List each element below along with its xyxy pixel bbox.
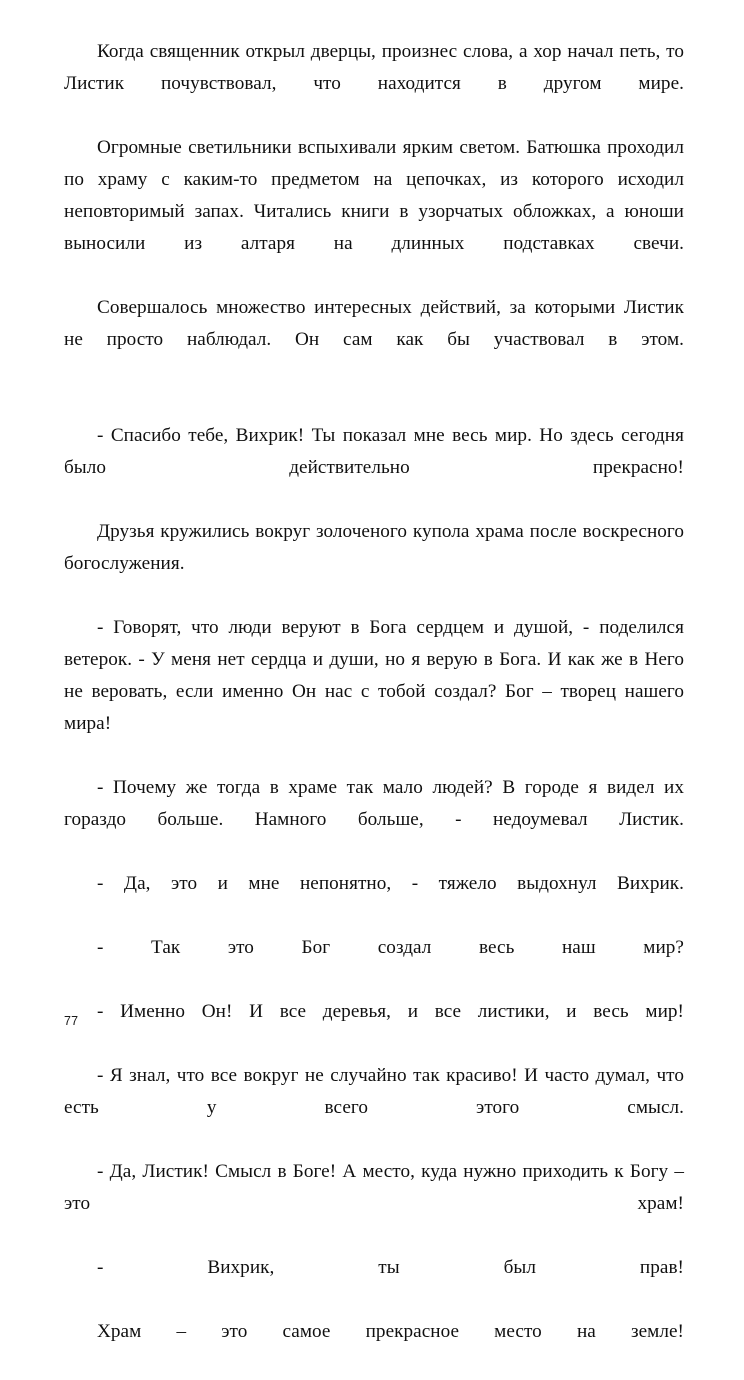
- page-number: 77: [64, 1014, 79, 1028]
- paragraph: Совершалось множество интересных действий, за которыми Листик не просто наблюдал. Он сам как бы участвовал в этом.: [64, 297, 684, 350]
- body-text: [64, 36, 684, 1380]
- paragraph: Храм – это самое прекрасное место на земле!: [97, 1321, 684, 1342]
- paragraph: Когда священник открыл дверцы, произнес слова, а хор начал петь, то Листик почувствовал, что находится в другом мире.: [64, 41, 684, 94]
- paragraph: - Именно Он! И все деревья, и все листики, и весь мир!: [97, 1001, 684, 1022]
- paragraph: - Так это Бог создал весь наш мир?: [97, 937, 684, 958]
- paragraph: Друзья кружились вокруг золоченого купола храма после воскресного богослужения.: [64, 521, 684, 574]
- paragraph: - Да, это и мне непонятно, - тяжело выдохнул Вихрик.: [97, 873, 684, 894]
- paragraph: - Почему же тогда в храме так мало людей? В городе я видел их гораздо больше. Намного больше, - недоумевал Листик.: [64, 777, 684, 830]
- paragraph: Огромные светильники вспыхивали ярким светом. Батюшка проходил по храму с каким-то предметом на цепочках, из которого исходил неповторимый запах. Читались книги в узорчатых обложках, а юноши выносили из алтаря на длинных подставках свечи.: [64, 137, 684, 254]
- paragraph: - Спасибо тебе, Вихрик! Ты показал мне весь мир. Но здесь сегодня было действительно прекрасно!: [64, 425, 684, 478]
- paragraph: - Я знал, что все вокруг не случайно так красиво! И часто думал, что есть у всего этого смысл.: [64, 1065, 684, 1118]
- paragraph: - Вихрик, ты был прав!: [97, 1257, 684, 1278]
- paragraph: - Говорят, что люди веруют в Бога сердцем и душой, - поделился ветерок. - У меня нет сердца и души, но я верую в Бога. И как же в Него не веровать, если именно Он нас с тобой создал? Бог – творец нашего мира!: [64, 617, 684, 734]
- paragraph: - Да, Листик! Смысл в Боге! А место, куда нужно приходить к Богу – это храм!: [64, 1161, 684, 1214]
